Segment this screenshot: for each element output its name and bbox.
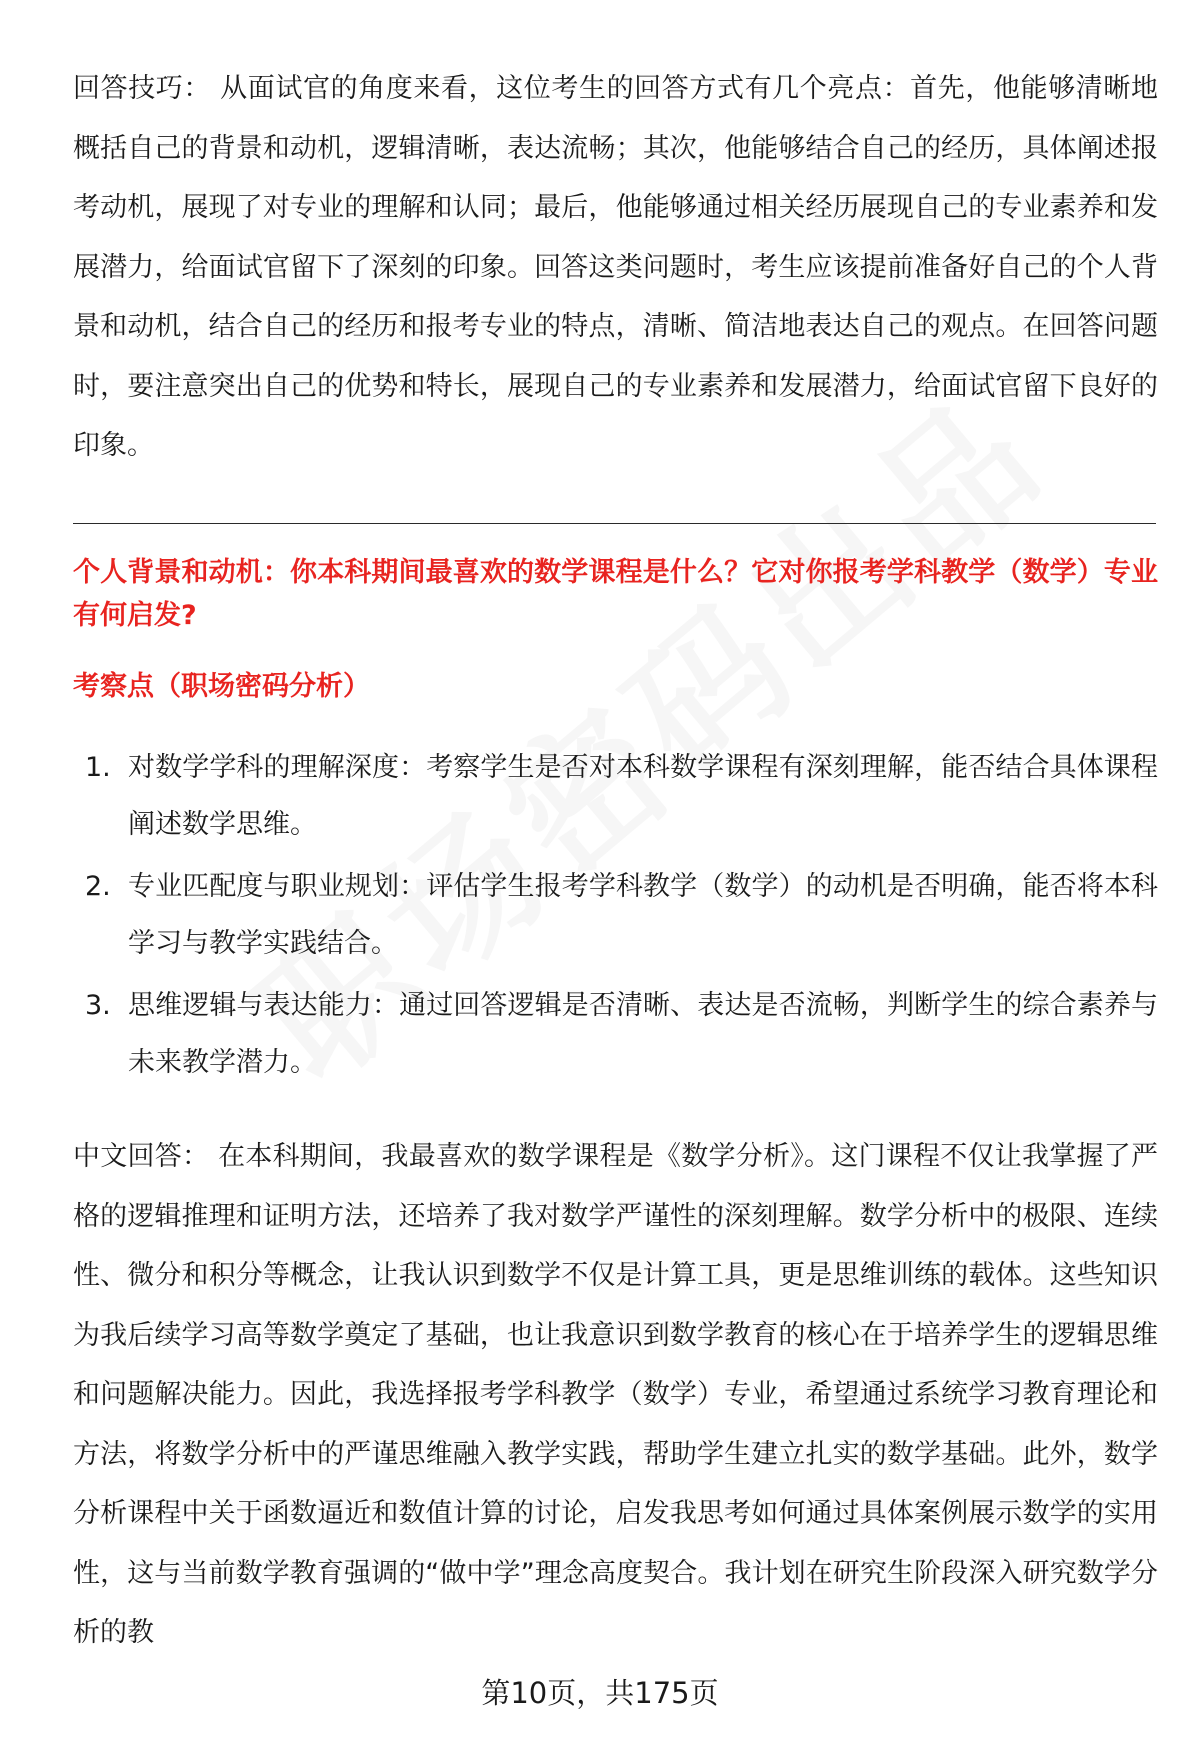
examination-points-heading: 考察点（职场密码分析）: [73, 671, 370, 702]
list-item-text: 专业匹配度与职业规划：评估学生报考学科教学（数学）的动机是否明确，能否将本科学习与教学实践结合。: [128, 871, 1158, 959]
list-item-number: 3.: [85, 990, 111, 1021]
chinese-answer-paragraph: 中文回答： 在本科期间，我最喜欢的数学课程是《数学分析》。这门课程不仅让我掌握了严格的逻辑推理和证明方法，还培养了我对数学严谨性的深刻理解。数学分析中的极限、连续性、微分和积分等概念，让我认识到数学不仅是计算工具，更是思维训练的载体。这些知识为我后续学习高等数学奠定了基础，也让我意识到数学教育的核心在于培养学生的逻辑思维和问题解决能力。因此，我选择报考学科教学（数学）专业，希望通过系统学习教育理论和方法，将数学分析中的严谨思维融入教学实践，帮助学生建立扎实的数学基础。此外，数学分析课程中关于函数逼近和数值计算的讨论，启发我思考如何通过具体案例展示数学的实用性，这与当前数学教育强调的“做中学”理念高度契合。我计划在研究生阶段深入研究数学分析的教: [73, 1141, 1158, 1648]
list-item-number: 1.: [85, 752, 111, 783]
page-number-footer: 第10页，共175页: [481, 1676, 719, 1710]
section-divider: [73, 523, 1156, 524]
question-heading: 个人背景和动机：你本科期间最喜欢的数学课程是什么？它对你报考学科教学（数学）专业有何启发?: [73, 557, 1158, 631]
list-item: [73, 858, 1158, 972]
examination-points-list: [73, 739, 1158, 1096]
list-item: [73, 977, 1158, 1091]
list-item: [73, 739, 1158, 853]
list-item-number: 2.: [85, 871, 111, 902]
list-item-text: 对数学学科的理解深度：考察学生是否对本科数学课程有深刻理解，能否结合具体课程阐述数学思维。: [128, 752, 1158, 840]
answer-tips-paragraph: 回答技巧： 从面试官的角度来看，这位考生的回答方式有几个亮点：首先，他能够清晰地概括自己的背景和动机，逻辑清晰，表达流畅；其次，他能够结合自己的经历，具体阐述报考动机，展现了对专业的理解和认同；最后，他能够通过相关经历展现自己的专业素养和发展潜力，给面试官留下了深刻的印象。回答这类问题时，考生应该提前准备好自己的个人背景和动机，结合自己的经历和报考专业的特点，清晰、简洁地表达自己的观点。在回答问题时，要注意突出自己的优势和特长，展现自己的专业素养和发展潜力，给面试官留下良好的印象。: [73, 73, 1158, 461]
list-item-text: 思维逻辑与表达能力：通过回答逻辑是否清晰、表达是否流畅，判断学生的综合素养与未来教学潜力。: [128, 990, 1158, 1078]
